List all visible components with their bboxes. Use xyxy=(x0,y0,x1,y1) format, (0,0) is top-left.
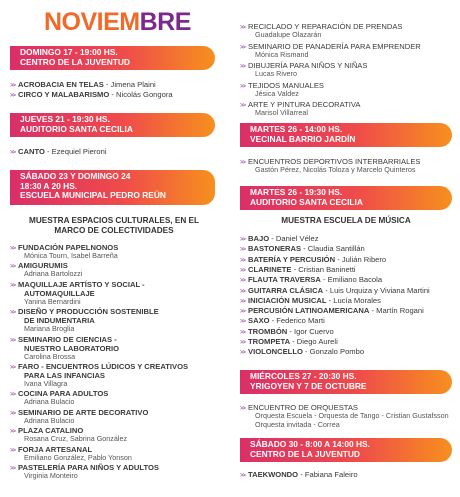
item-name: - Ezequiel Pieroni xyxy=(44,147,107,156)
item-title: FUNDACIÓN PAPELNONOS xyxy=(18,243,119,252)
item-subtitle: Adriana Bulacio xyxy=(24,415,75,425)
chevron-icon: >> xyxy=(240,340,246,346)
banner-line: YRIGOYEN Y 7 DE OCTUBRE xyxy=(250,380,367,391)
item-name: - Luis Urquiza y Viviana Martini xyxy=(323,285,430,295)
chevron-icon: >> xyxy=(240,160,246,166)
item-name: - Diego Aureli xyxy=(290,337,338,346)
item-subtitle: Adriana Bulacio xyxy=(24,397,75,407)
item-title: ACROBACIA EN TELAS xyxy=(18,80,104,89)
event-banner-sabado-30 xyxy=(240,438,452,462)
item-subtitle: Marisol Villarreal xyxy=(255,108,308,117)
section-heading: MUESTRA ESCUELA DE MÚSICA xyxy=(281,216,411,225)
item-subtitle: Jésica Valdez xyxy=(255,88,299,98)
chevron-icon: >> xyxy=(240,237,246,243)
item-title: TROMPETA xyxy=(248,337,291,346)
item-subtitle: Mónica Tourn, Isabel Barreña xyxy=(24,251,118,260)
item-subtitle: Rosana Cruz, Sabrina González xyxy=(24,434,128,444)
item-title: FARO - ENCUENTROS LÚDICOS Y CREATIVOS xyxy=(18,362,189,371)
chevron-icon: >> xyxy=(10,264,16,271)
item-subtitle: Mariana Broglia xyxy=(24,324,75,334)
title-part-1: NOVIEM xyxy=(44,8,140,36)
item-title: ENCUENTROS DEPORTIVOS INTERBARRIALES xyxy=(248,157,421,166)
item-title: PERCUSIÓN LATINOAMERICANA xyxy=(248,306,370,316)
item-title: FLAUTA TRAVERSA xyxy=(248,275,321,285)
chevron-icon: >> xyxy=(10,429,16,436)
item-title: BATERÍA Y PERCUSIÓN xyxy=(248,254,336,264)
item-title: COCINA PARA ADULTOS xyxy=(18,389,109,399)
item-subtitle: Adriana Bartolozzi xyxy=(24,269,83,279)
banner-line: DOMINGO 17 - 19:00 HS. xyxy=(20,47,118,57)
item-name: - Jimena Plaini xyxy=(103,80,156,89)
item-name: - Federico Marti xyxy=(269,316,325,326)
chevron-icon: >> xyxy=(10,83,16,89)
item-title: SEMINARIO DE CIENCIAS - xyxy=(18,334,117,344)
chevron-icon: >> xyxy=(10,246,16,252)
event-banner-miercoles-27 xyxy=(240,370,452,394)
item-title: TAEKWONDO xyxy=(248,470,299,479)
item-name: TEJIDOS MANUALES xyxy=(248,80,324,90)
item-name: - Emiliano Bacola xyxy=(320,275,383,285)
banner-line: SÁBADO 30 - 8:00 A 14:00 HS. xyxy=(250,439,370,449)
item-title-cont: DE INDUMENTARIA xyxy=(24,316,95,326)
chevron-icon: >> xyxy=(240,329,246,336)
item-title: CIRCO Y MALABARISMO xyxy=(18,90,110,99)
list-item xyxy=(10,147,107,158)
item-title: MAQUILLAJE ARTÍSTO Y SOCIAL - xyxy=(18,279,145,289)
item-subtitle: Carolina Brossa xyxy=(24,351,76,361)
chevron-icon: >> xyxy=(10,93,16,99)
chevron-icon: >> xyxy=(10,392,16,399)
item-title: VIOLONCELLO xyxy=(248,347,303,357)
item-subtitle: Ivana Villagra xyxy=(24,379,68,388)
chevron-icon: >> xyxy=(240,25,246,31)
chevron-icon: >> xyxy=(240,298,246,305)
item-name: - Martín Rogani xyxy=(369,306,424,316)
item-subtitle: Mónica Rismand xyxy=(255,49,309,59)
banner-line: CENTRO DE LA JUVENTUD xyxy=(20,56,130,67)
chevron-icon: >> xyxy=(240,83,246,90)
chevron-icon: >> xyxy=(240,267,246,274)
item-name: - Julián Ribero xyxy=(335,254,387,264)
chevron-icon: >> xyxy=(240,278,246,285)
event-banner-jueves-21 xyxy=(10,113,215,137)
banner-line: 18:30 A 20 HS. xyxy=(20,180,78,191)
item-title: CLARINETE xyxy=(248,264,292,274)
chevron-icon: >> xyxy=(10,410,16,417)
item-subtitle: Lucas Rivero xyxy=(255,69,297,78)
item-title: ENCUENTRO DE ORQUESTAS xyxy=(248,403,358,412)
item-title: BASTONERAS xyxy=(248,244,302,254)
page-title xyxy=(44,8,191,37)
event-banner-martes-26-1930 xyxy=(240,186,452,210)
banner-line: MARTES 26 - 19:30 HS. xyxy=(250,187,343,197)
item-subtitle: Yanina Bernardini xyxy=(24,296,81,306)
item-title: INICIACIÓN MUSICAL xyxy=(248,295,327,305)
item-name: - Claudia Santillán xyxy=(301,244,365,254)
item-title: DISEÑO Y PRODUCCIÓN SOSTENIBLE xyxy=(18,307,159,317)
item-name: - Daniel Vélez xyxy=(269,234,319,243)
event-banner-sabado-23 xyxy=(10,170,215,205)
item-subtitle: Orquesta invitada - Correa xyxy=(255,420,340,429)
chevron-icon: >> xyxy=(240,103,246,109)
item-title: FORJA ARTESANAL xyxy=(18,444,93,454)
item-name: SEMINARIO DE PANADERÍA PARA EMPRENDER xyxy=(248,41,421,51)
item-name: - Lucía Morales xyxy=(326,295,381,305)
item-subtitle: Emiliano González, Pablo Yonson xyxy=(24,452,132,462)
heading-line: MARCO DE COLECTIVIDADES xyxy=(54,226,174,235)
chevron-icon: >> xyxy=(240,44,246,51)
item-subtitle: Virginia Monteiro xyxy=(24,471,78,480)
banner-line: MIÉRCOLES 27 - 20:30 HS. xyxy=(250,371,357,381)
heading-line: MUESTRA ESPACIOS CULTURALES, EN EL xyxy=(29,216,199,225)
chevron-icon: >> xyxy=(10,447,16,454)
list-item xyxy=(240,347,364,358)
item-title: SAXO xyxy=(248,316,270,326)
item-title: PLAZA CATALINO xyxy=(18,426,84,436)
banner-line: ESCUELA MUNICIPAL PEDRO REÜN xyxy=(20,190,166,201)
chevron-icon: >> xyxy=(10,365,16,371)
chevron-icon: >> xyxy=(240,247,246,254)
chevron-icon: >> xyxy=(10,150,16,156)
chevron-icon: >> xyxy=(240,309,246,316)
list-item xyxy=(10,90,173,101)
item-title: GUITARRA CLÁSICA xyxy=(248,285,324,295)
chevron-icon: >> xyxy=(240,473,246,479)
item-name: DIBUJERÍA PARA NIÑOS Y NIÑAS xyxy=(248,61,368,70)
chevron-icon: >> xyxy=(10,310,16,317)
item-title: PASTELERÍA PARA NIÑOS Y ADULTOS xyxy=(18,463,159,472)
item-name: - Cristian Baninetti xyxy=(291,264,356,274)
item-title-cont: PARA LAS INFANCIAS xyxy=(24,371,106,380)
item-title: TROMBÓN xyxy=(248,326,288,336)
chevron-icon: >> xyxy=(240,406,246,412)
event-banner-martes-26-1400 xyxy=(240,123,452,147)
chevron-icon: >> xyxy=(10,466,16,472)
section-heading xyxy=(10,216,218,236)
chevron-icon: >> xyxy=(240,288,246,295)
item-title: SEMINARIO DE ARTE DECORATIVO xyxy=(18,407,149,417)
item-name: - Gonzalo Pombo xyxy=(302,347,365,357)
chevron-icon: >> xyxy=(10,282,16,289)
item-name: - Igor Cuervo xyxy=(287,326,334,336)
item-title: BAJO xyxy=(248,234,270,243)
chevron-icon: >> xyxy=(240,350,246,357)
chevron-icon: >> xyxy=(240,319,246,326)
event-banner-domingo-17 xyxy=(10,46,215,70)
chevron-icon: >> xyxy=(240,64,246,70)
item-title-cont: AUTOMAQUILLAJE xyxy=(24,288,95,298)
banner-line: SÁBADO 23 Y DOMINGO 24 xyxy=(20,171,131,181)
banner-line: AUDITORIO SANTA CECILIA xyxy=(20,123,133,134)
chevron-icon: >> xyxy=(10,337,16,344)
chevron-icon: >> xyxy=(240,257,246,264)
item-title: AMIGURUMIS xyxy=(18,261,68,271)
banner-line: CENTRO DE LA JUVENTUD xyxy=(250,448,360,459)
banner-line: VECINAL BARRIO JARDÍN xyxy=(250,133,356,144)
banner-line: AUDITORIO SANTA CECILIA xyxy=(250,196,363,207)
item-name: ARTE Y PINTURA DECORATIVA xyxy=(248,100,361,109)
title-part-2: BRE xyxy=(139,8,191,36)
item-subtitle: Orquesta Escuela - Orquesta de Tango - Cristian Gustafsson xyxy=(255,411,449,420)
item-title-cont: NUESTRO LABORATORIO xyxy=(24,343,120,353)
item-name: RECICLADO Y REPARACIÓN DE PRENDAS xyxy=(248,22,403,31)
item-name: - Nicolás Gongora xyxy=(109,90,173,99)
list-item xyxy=(240,470,358,481)
item-subtitle: Gastón Pérez, Nicolás Toloza y Marcelo Quinteros xyxy=(255,165,416,174)
item-name: - Fabiana Faleiro xyxy=(298,470,358,479)
item-subtitle: Guadalupe Olazarán xyxy=(255,30,322,39)
item-title: CANTO xyxy=(18,147,45,156)
banner-line: MARTES 26 - 14:00 HS. xyxy=(250,124,343,134)
banner-line: JUEVES 21 - 19:30 HS. xyxy=(20,114,110,124)
